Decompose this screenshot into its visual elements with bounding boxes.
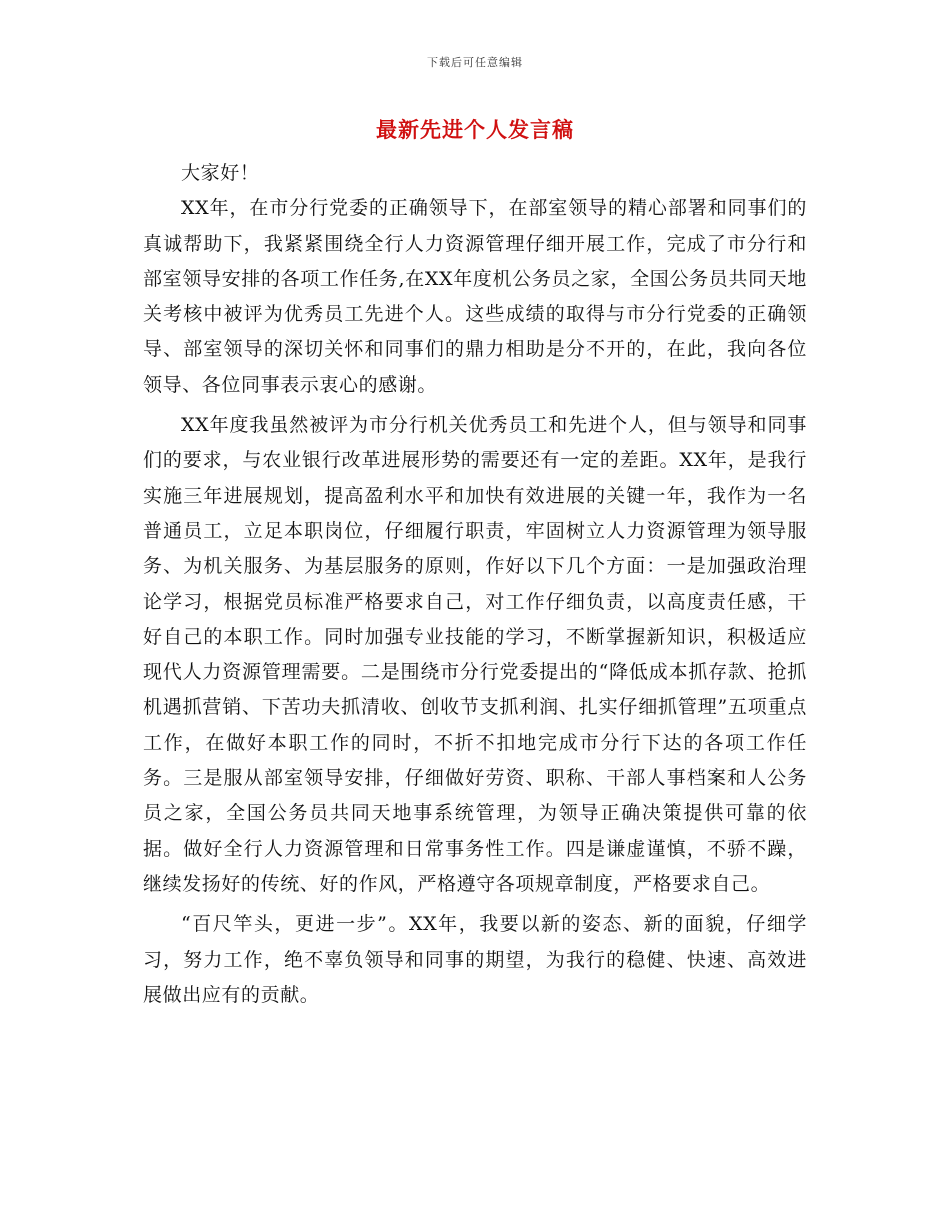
greeting-paragraph: 大家好！: [181, 162, 260, 184]
body-paragraph: XX年，在市分行党委的正确领导下，在部室领导的精心部署和同事们的真诚帮助下，我紧紧围绕全行人力资源管理仔细开展工作，完成了市分行和部室领导安排的各项工作任务,在XX年度机公务员之家，全国公务员共同天地关考核中被评为优秀员工先进个人。这些成绩的取得与市分行党委的正确领导、部室领导的深切关怀和同事们的鼎力相助是分不开的，在此，我向各位领导、各位同事表示衷心的感谢。: [143, 197, 807, 396]
document-body: [143, 156, 807, 1013]
body-paragraph: “百尺竿头，更进一步”。XX年，我要以新的姿态、新的面貌，仔细学习，努力工作，绝不辜负领导和同事的期望，为我行的稳健、快速、高效进展做出应有的贡献。: [143, 913, 807, 1006]
header-note: 下载后可任意编辑: [427, 56, 523, 69]
document-title: 最新先进个人发言稿: [376, 117, 574, 142]
body-paragraph: XX年度我虽然被评为市分行机关优秀员工和先进个人，但与领导和同事们的要求，与农业银行改革进展形势的需要还有一定的差距。XX年，是我行实施三年进展规划，提高盈利水平和加快有效进展的关键一年，我作为一名普通员工，立足本职岗位，仔细履行职责，牢固树立人力资源管理为领导服务、为机关服务、为基层服务的原则，作好以下几个方面：一是加强政治理论学习，根据党员标准严格要求自己，对工作仔细负责，以高度责任感，干好自己的本职工作。同时加强专业技能的学习，不断掌握新知识，积极适应现代人力资源管理需要。二是围绕市分行党委提出的“降低成本抓存款、抢抓机遇抓营销、下苦功夫抓清收、创收节支抓利润、扎实仔细抓管理”五项重点工作，在做好本职工作的同时，不折不扣地完成市分行下达的各项工作任务。三是服从部室领导安排，仔细做好劳资、职称、干部人事档案和人公务员之家，全国公务员共同天地事系统管理，为领导正确决策提供可靠的依据。做好全行人力资源管理和日常事务性工作。四是谦虚谨慎，不骄不躁，继续发扬好的传统、好的作风，严格遵守各项规章制度，严格要求自己。: [143, 414, 807, 895]
